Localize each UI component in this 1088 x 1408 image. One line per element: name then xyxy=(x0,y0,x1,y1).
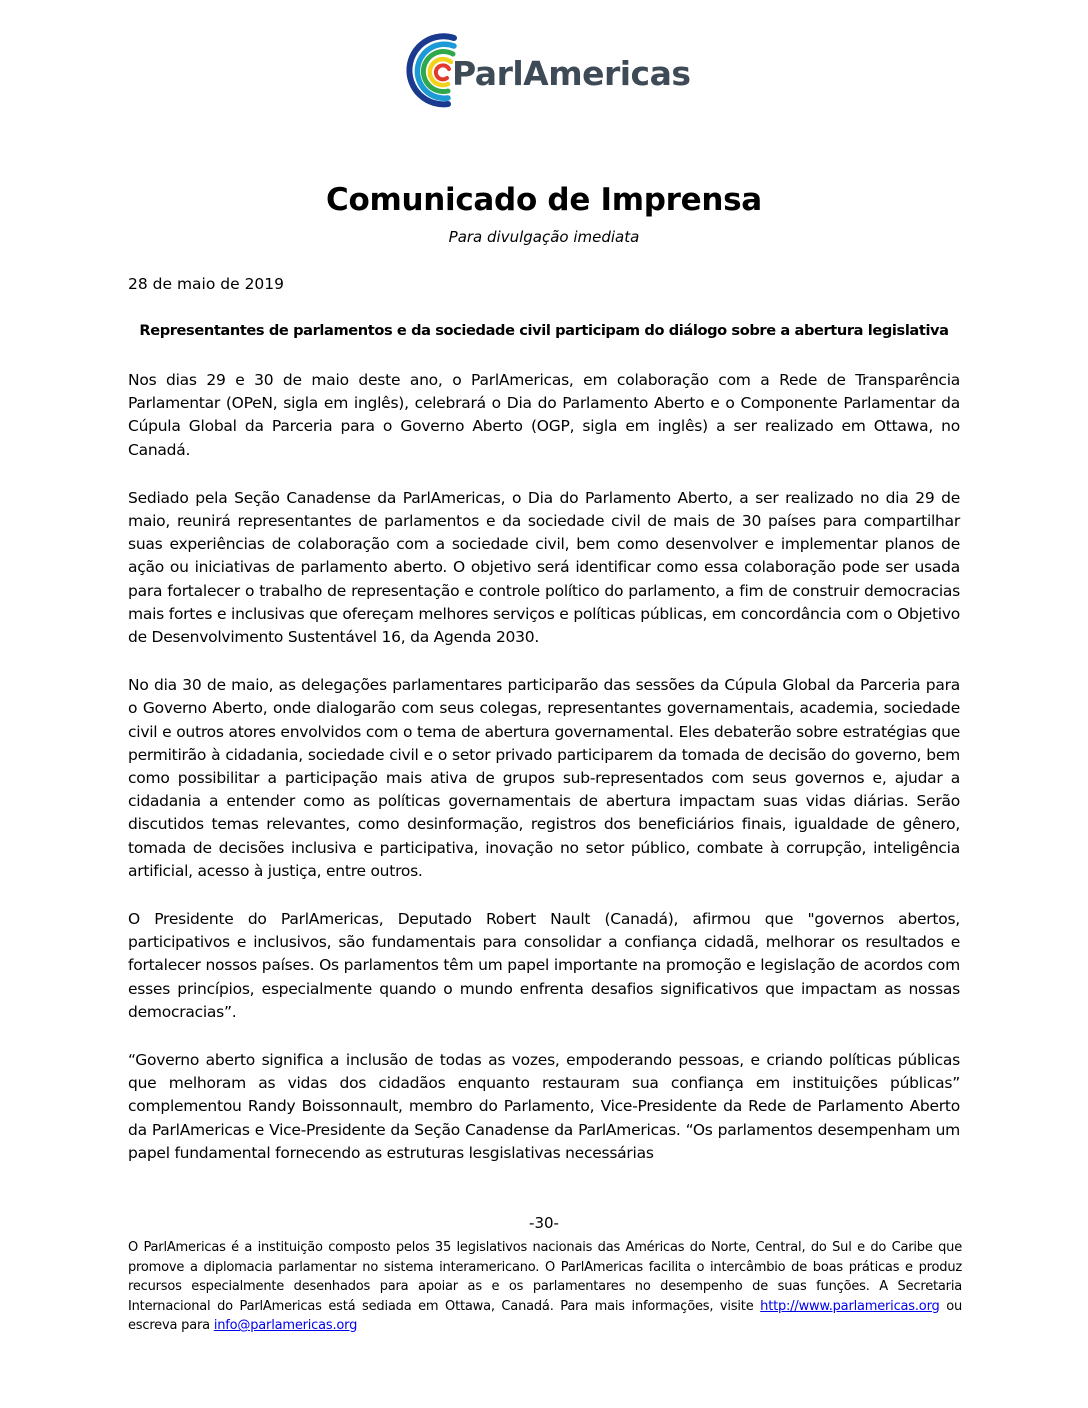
parlamericas-logo xyxy=(398,28,718,112)
email-link[interactable]: info@parlamericas.org xyxy=(213,1318,358,1333)
page-title: Comunicado de Imprensa xyxy=(326,182,762,218)
website-link[interactable]: http://www.parlamericas.org xyxy=(760,1298,940,1314)
footer xyxy=(128,1238,962,1336)
footer-middle-text: ou escreva para xyxy=(128,1298,962,1333)
body-text xyxy=(128,369,960,1190)
logo-text: ParlAmericas xyxy=(452,54,691,93)
paragraph: No dia 30 de maio, as delegações parlamentares participarão das sessões da Cúpula Global da Parceria para o Governo Aberto, onde dialogarão com seus colegas, representantes governamentais, academia, sociedade civil e outros atores envolvidos com o tema de abertura governamental. Eles debaterão sobre estratégias que permitirão à cidadania, sociedade civil e o setor privado participarem da tomada de decisão do governo, bem como possibilitar a participação mais ativa de grupos sub-representados com seus governos e, ajudar a cidadania a entender como as políticas governamentais de abertura impactam suas vidas diárias. Serão discutidos temas relevantes, como desinformação, registros dos beneficiários finais, igualdade de gênero, tomada de decisões inclusiva e participativa, inovação no setor público, combate à corrupção, inteligência artificial, acesso à justiça, entre outros. xyxy=(128,676,960,880)
paragraph: O Presidente do ParlAmericas, Deputado Robert Nault (Canadá), afirmou que "governos abertos, participativos e inclusivos, são fundamentais para consolidar a confiança cidadã, melhorar os resultados e fortalecer nossos países. Os parlamentos têm um papel importante na promoção e legislação de acordos com esses princípios, especialmente quando o mundo enfrenta desafios significativos que impactam as nossas democracias”. xyxy=(128,910,960,1021)
page-number: -30- xyxy=(529,1214,559,1232)
paragraph: Nos dias 29 e 30 de maio deste ano, o ParlAmericas, em colaboração com a Rede de Transparência Parlamentar (OPeN, sigla em inglês), celebrará o Dia do Parlamento Aberto e o Componente Parlamentar da Cúpula Global da Parceria para o Governo Aberto (OGP, sigla em inglês) a ser realizado em Ottawa, no Canadá. xyxy=(128,371,960,459)
footer-text: O ParlAmericas é a instituição composto pelos 35 legislativos nacionais das Américas do Norte, Central, do Sul e do Caribe que promove a diplomacia parlamentar no sistema interamericano. O ParlAmericas facilita o intercâmbio de boas práticas e produz recursos especialmente desenhados para apoiar as e os parlamentares no desempenho de suas funções. A Secretaria Internacional do ParlAmericas está sediada em Ottawa, Canadá. Para mais informações, visite xyxy=(128,1240,962,1314)
paragraph: Sediado pela Seção Canadense da ParlAmericas, o Dia do Parlamento Aberto, a ser realizado no dia 29 de maio, reunirá representantes de parlamentos e da sociedade civil de mais de 30 países para compartilhar suas experiências de colaboração com a sociedade civil, bem como desenvolver e implementar planos de ação ou iniciativas de parlamento aberto. O objetivo será identificar como essa colaboração pode ser usada para fortalecer o trabalho de representação e controle político do parlamento, a fim de construir democracias mais fortes e inclusivas que ofereçam melhores serviços e políticas públicas, em concordância com o Objetivo de Desenvolvimento Sustentável 16, da Agenda 2030. xyxy=(128,488,960,647)
page-subtitle: Para divulgação imediata xyxy=(448,228,640,246)
release-date: 28 de maio de 2019 xyxy=(128,275,285,293)
headline: Representantes de parlamentos e da sociedade civil participam do diálogo sobre a abertura legislativa xyxy=(139,322,949,339)
paragraph: “Governo aberto significa a inclusão de todas as vozes, empoderando pessoas, e criando políticas públicas que melhoram as vidas dos cidadãos enquanto restauram sua confiança em instituições públicas” complementou Randy Boissonnault, membro do Parlamento, Vice-Presidente da Rede de Parlamento Aberto da ParlAmericas e Vice-Presidente da Seção Canadense da ParlAmericas. “Os parlamentos desempenham um papel fundamental fornecendo as estruturas lesgislativas necessárias xyxy=(128,1051,960,1162)
